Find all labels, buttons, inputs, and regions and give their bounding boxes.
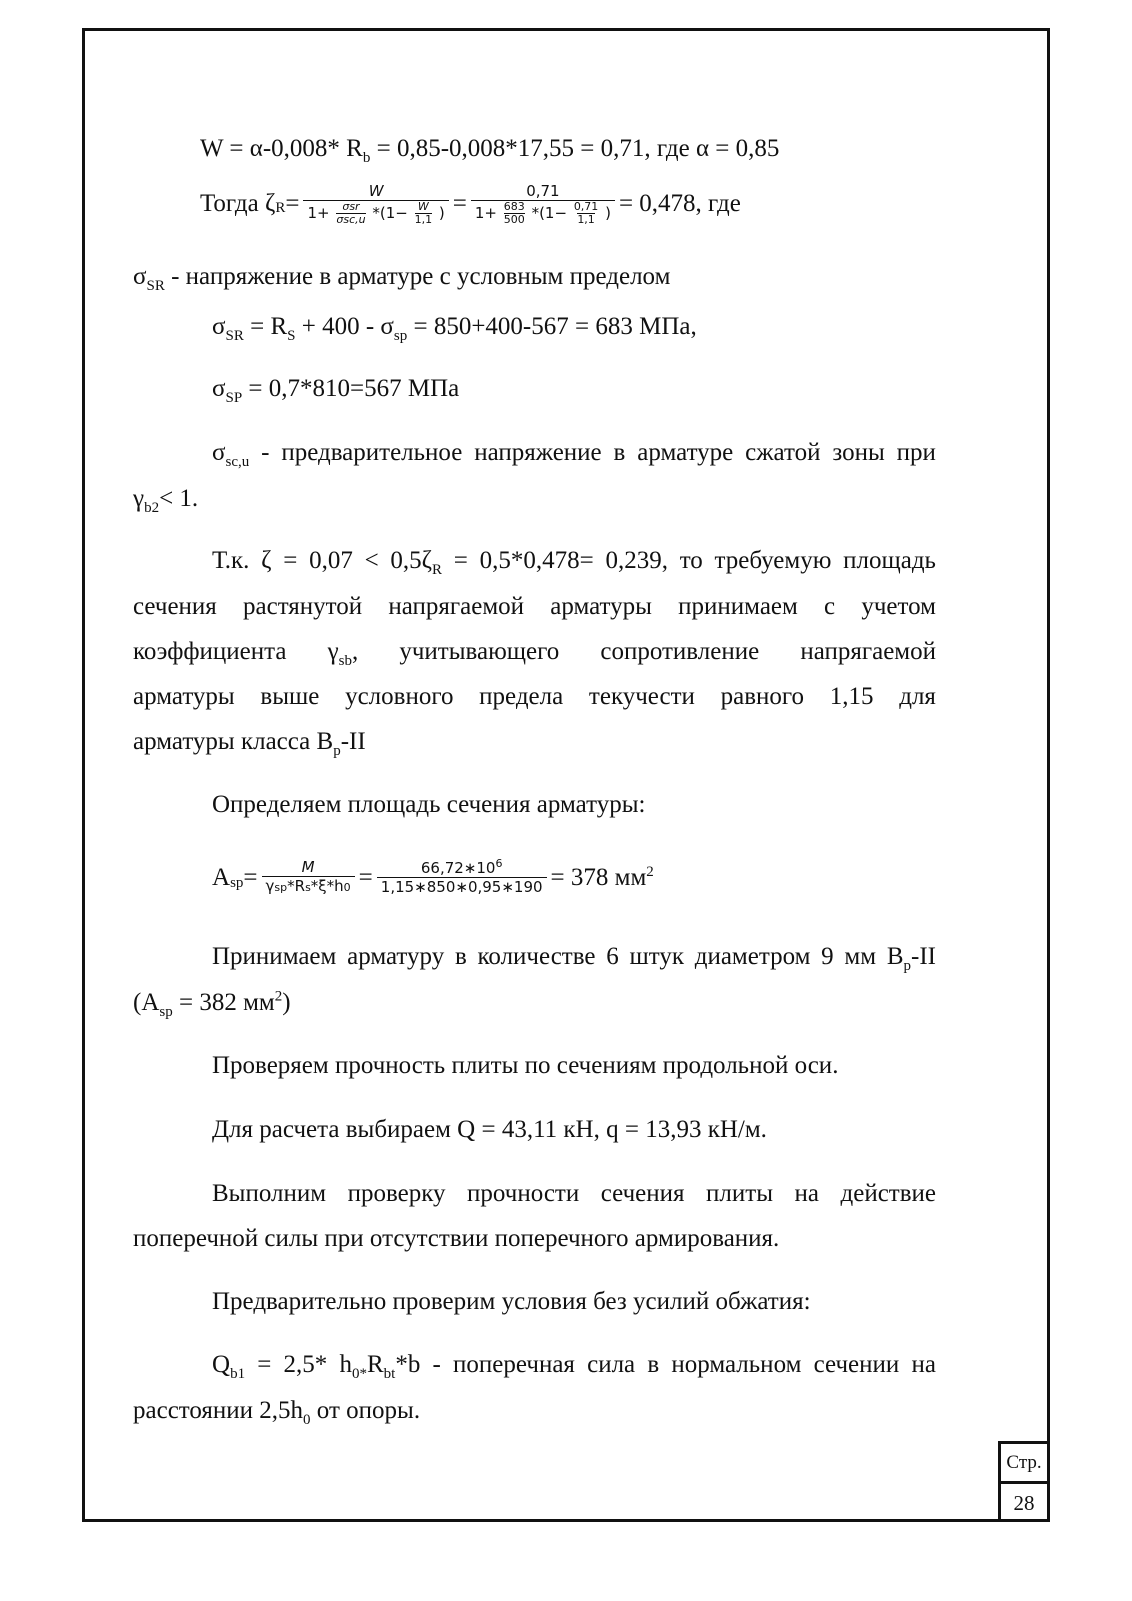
asp-fraction-numeric: $\frac{66,72∗10^6}{1,15∗850∗0,95∗190}$ [377,859,547,896]
perform-check-line-2: поперечной силы при отсутствии поперечного армирования. [133,1225,780,1252]
w-formula-line: W = α-0,008* $R_b = 0,85-0,008*17,55 = 0,71$, где α = 0,85 [200,135,780,166]
qb1-definition-line-1: $Q_{b1}$ = 2,5* $h_{0*}R_{bt}*b$ - поперечная сила в нормальном сечении на [212,1351,936,1382]
accept-reinforcement-line-2: ($A_{sp} = 382$ $мм^2$) [133,988,291,1020]
paragraph-tk-line-5: арматуры класса $В_р-II$ [133,728,366,759]
page-label: Стр. [1001,1444,1047,1484]
perform-check-line-1: Выполним проверку прочности сечения плиты на действие [212,1180,936,1207]
sigma-sr-calculation: $\sigma_{SR} = R_S + 400 - \sigma_{sp} = 850+400-567 = 683$ МПа, [212,313,697,344]
define-area-heading: Определяем площадь сечения арматуры: [212,791,646,818]
asp-fraction-symbolic: $\frac{M}{\text{γsp*Rs*ξ*h0}}$ [262,858,355,897]
zeta-fraction-numeric: 0,71 1+ $\frac{683}{500}$ *(1− $\frac{0,71}{1,1}$ ) [471,182,615,226]
zeta-r-formula-line: Тогда ζ R = W 1+ σsr σsc,u *(1− $\frac{W}{1,1}$ ) = 0,71 1+ $\frac{683}{500}$ *(1− $\frac{0,71}{1,1}$ ) = 0,478, где [200,182,741,226]
paragraph-tk-line-2: сечения растянутой напрягаемой арматуры принимаем с учетом [133,593,936,620]
preliminary-check-text: Предварительно проверим условия без усилий обжатия: [212,1288,811,1315]
gamma-b2-condition: $\gamma_{b2}< 1$. [133,485,199,516]
sigma-sp-calculation: $\sigma_{SP} = 0,7*810=567$ МПа [212,375,460,406]
asp-formula-line: A sp = $\frac{M}{\text{γsp*Rs*ξ*h0}}$ = $\frac{66,72∗10^6}{1,15∗850∗0,95∗190}$ = 378 мм 2 [212,857,654,896]
calc-choose-text: Для расчета выбираем Q = 43,11 кН, q = 13,93 кН/м. [212,1116,767,1143]
paragraph-tk-line-1: Т.к. ζ = 0,07 < $0,5\zeta_R$ = 0,5*0,478= 0,239, то требуемую площадь [212,547,936,578]
page-number-stamp [998,1441,1050,1522]
check-strength-text: Проверяем прочность плиты по сечениям продольной оси. [212,1052,839,1079]
paragraph-tk-line-3: коэффициента $\gamma_{sb}$, учитывающего сопротивление напрягаемой [133,638,936,669]
page-number: 28 [1013,1490,1035,1515]
sigma-scu-definition: $\sigma_{sc,u}$ - предварительное напряжение в арматуре сжатой зоны при [212,439,936,470]
sigma-sr-definition: $\sigma_{SR}$ - напряжение в арматуре с условным пределом [133,263,671,294]
paragraph-tk-line-4: арматуры выше условного предела текучести равного 1,15 для [133,683,936,710]
qb1-definition-line-2: расстоянии $2,5h_0$ от опоры. [133,1397,421,1428]
accept-reinforcement-line-1: Принимаем арматуру в количестве 6 штук диаметром 9 мм $В_р-II$ [212,943,936,974]
zeta-fraction-symbolic: W 1+ σsr σsc,u *(1− $\frac{W}{1,1}$ ) [303,182,448,226]
